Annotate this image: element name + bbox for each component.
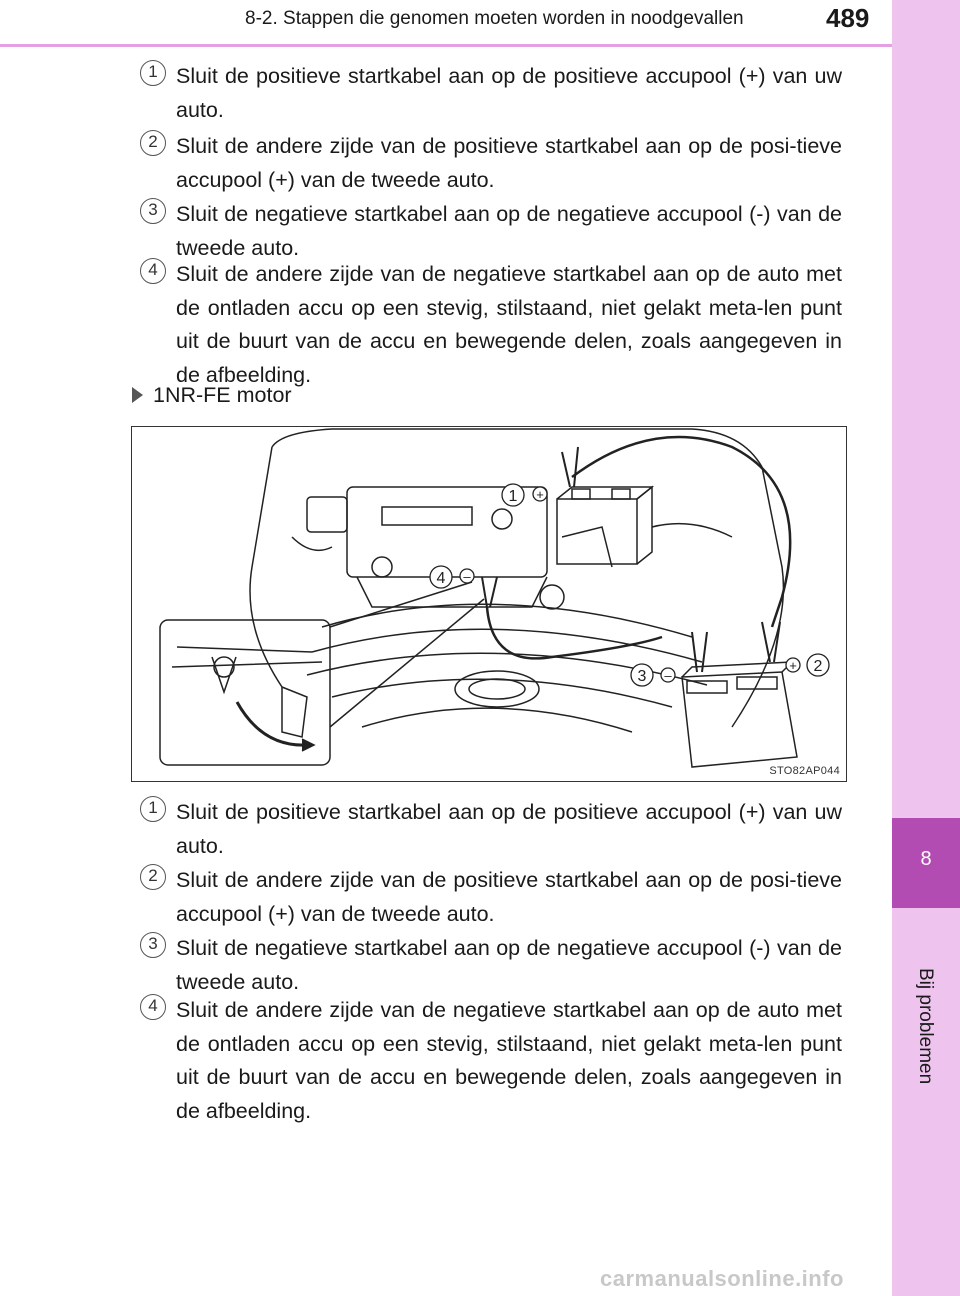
step-number-badge: 2 (140, 130, 166, 156)
callout-sign: + (536, 487, 544, 502)
side-tab (892, 0, 960, 1296)
step-number-badge: 1 (140, 796, 166, 822)
step-bottom-4 (140, 994, 842, 1128)
step-top-1 (140, 60, 842, 127)
step-number-badge: 4 (140, 994, 166, 1020)
callout-sign: – (463, 569, 471, 584)
callout-number: 1 (508, 488, 518, 505)
triangle-bullet-icon (132, 387, 143, 403)
figure-code: STO82AP044 (769, 765, 840, 777)
header-title: 8-2. Stappen die genomen moeten worden in noodgevallen (245, 8, 744, 29)
step-text: Sluit de andere zijde van de negatieve startkabel aan op de auto met de ontladen accu op een stevig, stilstaand, niet gelakt meta-len punt uit de buurt van de accu en bewegende delen, zoals aangegeven in de afbeelding. (176, 998, 842, 1123)
section-heading (132, 383, 292, 408)
step-bottom-3 (140, 932, 842, 999)
step-text: Sluit de negatieve startkabel aan op de negatieve accupool (-) van de tweede auto. (176, 202, 842, 260)
step-text: Sluit de positieve startkabel aan op de positieve accupool (+) van uw auto. (176, 800, 842, 858)
step-top-4 (140, 258, 842, 392)
page-number: 489 (826, 3, 870, 33)
callout-number: 2 (813, 658, 823, 675)
header-divider (0, 44, 892, 47)
step-text: Sluit de andere zijde van de positieve startkabel aan op de posi-tieve accupool (+) van de tweede auto. (176, 868, 842, 926)
step-number-badge: 1 (140, 60, 166, 86)
jump-start-diagram (132, 427, 847, 782)
step-top-2 (140, 130, 842, 197)
step-bottom-2 (140, 864, 842, 931)
step-text: Sluit de negatieve startkabel aan op de negatieve accupool (-) van de tweede auto. (176, 936, 842, 994)
step-text: Sluit de andere zijde van de positieve startkabel aan op de posi-tieve accupool (+) van de tweede auto. (176, 134, 842, 192)
step-number-badge: 2 (140, 864, 166, 890)
step-top-3 (140, 198, 842, 265)
step-number-badge: 3 (140, 932, 166, 958)
section-title: 1NR-FE motor (153, 383, 292, 407)
callout-number: 3 (637, 668, 647, 685)
chapter-label: Bij problemen (915, 968, 936, 1085)
callout-sign: + (789, 658, 797, 673)
engine-bay-illustration (131, 426, 847, 782)
watermark: carmanualsonline.info (600, 1266, 844, 1291)
step-text: Sluit de positieve startkabel aan op de positieve accupool (+) van uw auto. (176, 64, 842, 122)
chapter-number: 8 (920, 848, 932, 870)
step-number-badge: 3 (140, 198, 166, 224)
step-text: Sluit de andere zijde van de negatieve startkabel aan op de auto met de ontladen accu op een stevig, stilstaand, niet gelakt meta-len punt uit de buurt van de accu en bewegende delen, zoals aangegeven in de afbeelding. (176, 262, 842, 387)
callout-sign: – (664, 668, 672, 683)
step-bottom-1 (140, 796, 842, 863)
callout-number: 4 (436, 570, 446, 587)
step-number-badge: 4 (140, 258, 166, 284)
